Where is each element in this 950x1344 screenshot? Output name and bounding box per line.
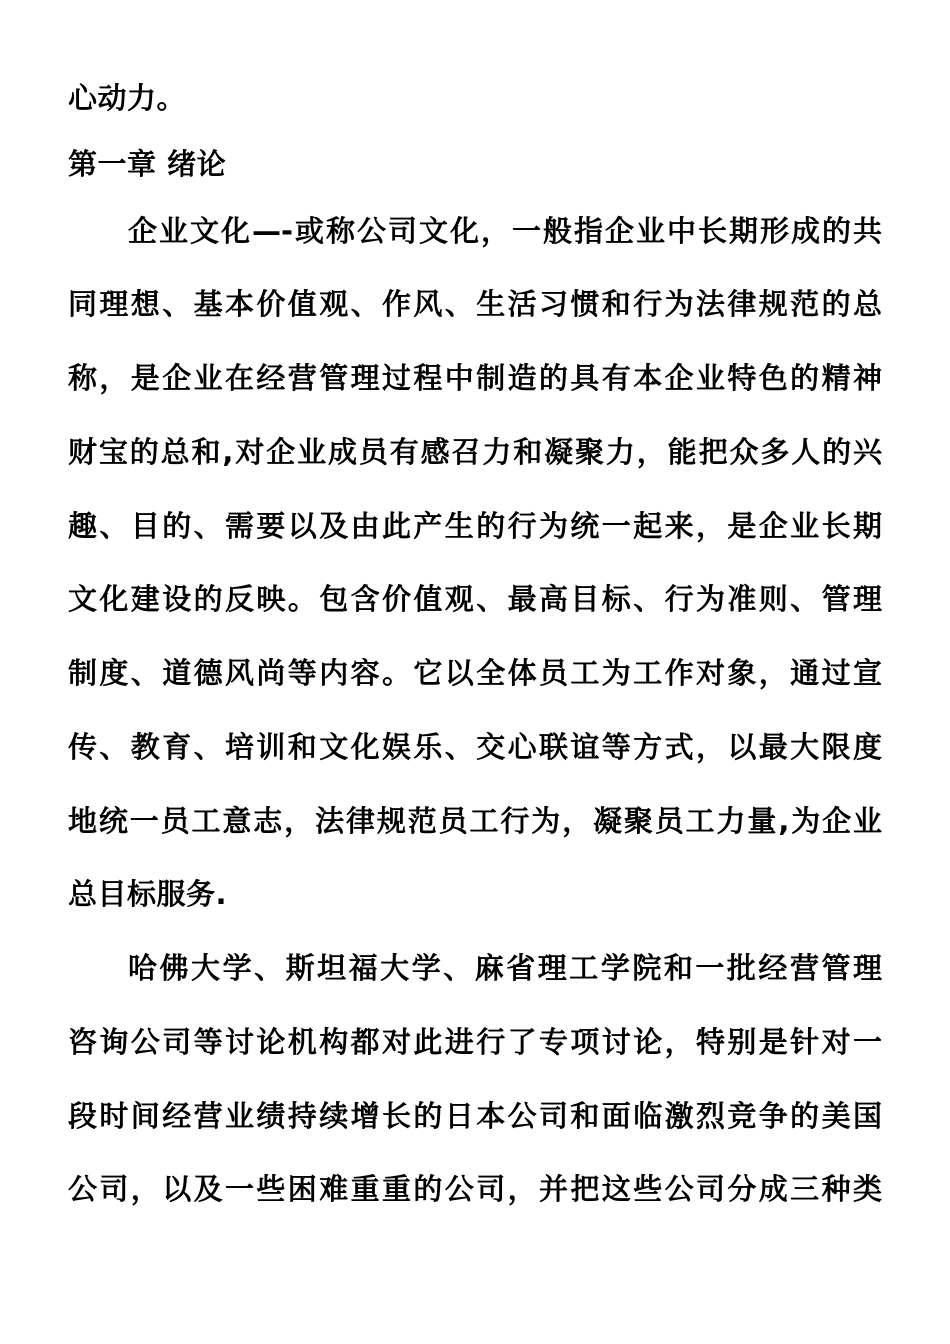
paragraph-line: 总目标服务. (68, 877, 228, 911)
paragraph-line: 制度、道德风尚等内容。它以全体员工为工作对象，通过宣 (68, 656, 882, 690)
paragraph-line: 文化建设的反映。包含价值观、最高目标、行为准则、管理 (68, 582, 882, 616)
paragraph-line: 称，是企业在经营管理过程中制造的具有本企业特色的精神 (68, 361, 882, 395)
paragraph-line: 段时间经营业绩持续增长的日本公司和面临激烈竞争的美国 (68, 1099, 882, 1133)
paragraph-line: 趣、目的、需要以及由此产生的行为统一起来，是企业长期 (68, 509, 882, 543)
paragraph-line: 公司，以及一些困难重重的公司，并把这些公司分成三种类 (68, 1172, 882, 1206)
paragraph-line: 财宝的总和,对企业成员有感召力和凝聚力，能把众多人的兴 (68, 435, 882, 469)
paragraph-line: 传、教育、培训和文化娱乐、交心联谊等方式，以最大限度 (68, 730, 882, 764)
paragraph-line: 企业文化—-或称公司文化，一般指企业中长期形成的共 (128, 214, 882, 248)
carryover-line: 心动力。 (68, 81, 187, 115)
chapter-heading: 第一章 绪论 (68, 147, 227, 181)
paragraph-line: 咨询公司等讨论机构都对此进行了专项讨论，特别是针对一 (68, 1025, 882, 1059)
paragraph-line: 同理想、基本价值观、作风、生活习惯和行为法律规范的总 (68, 287, 882, 321)
paragraph-line: 地统一员工意志，法律规范员工行为，凝聚员工力量,为企业 (68, 804, 882, 838)
paragraph-line: 哈佛大学、斯坦福大学、麻省理工学院和一批经营管理 (128, 951, 882, 985)
